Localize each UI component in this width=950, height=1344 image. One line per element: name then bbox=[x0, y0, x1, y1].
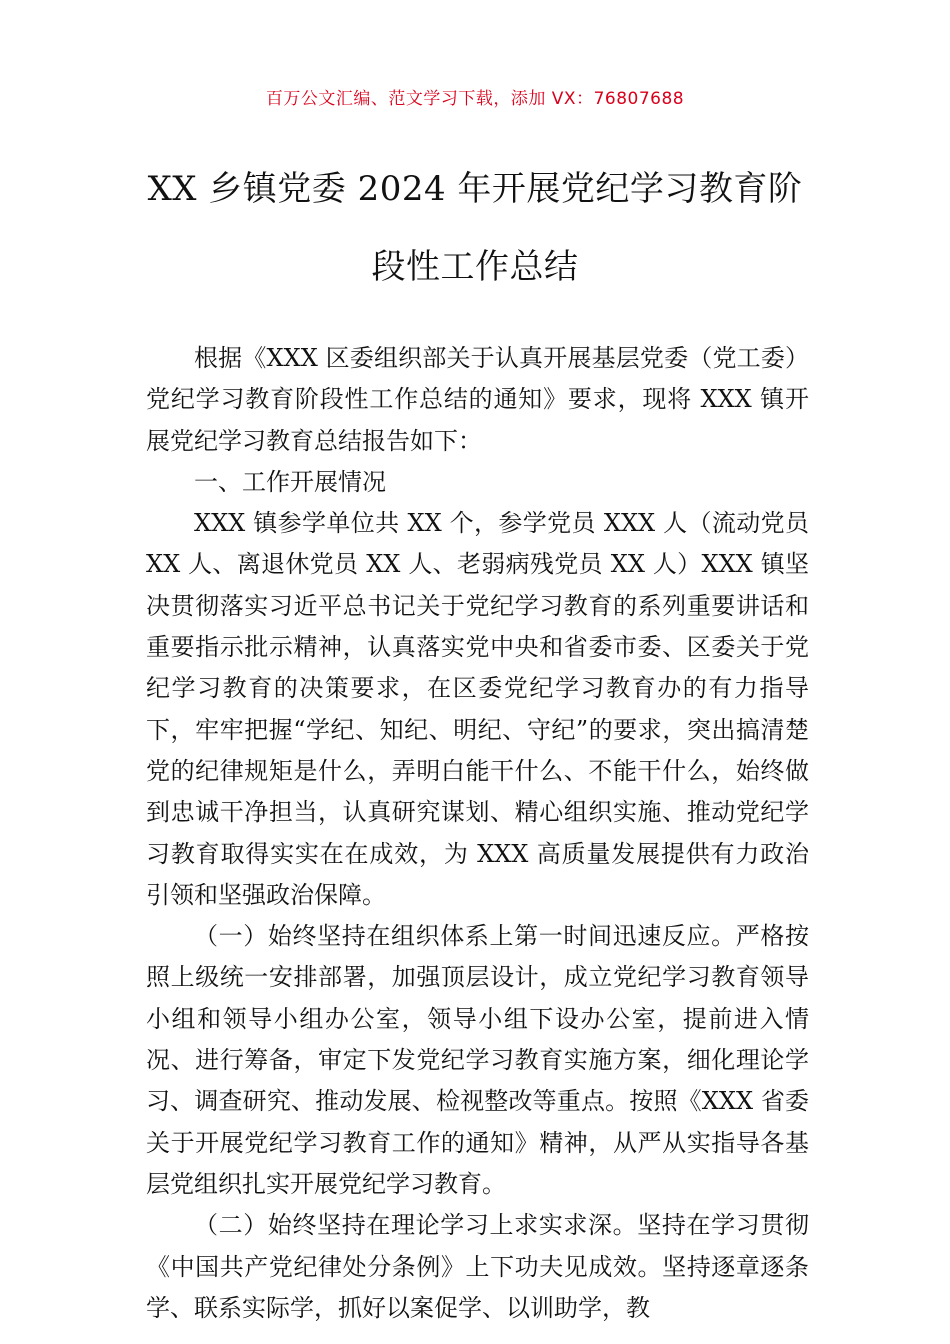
paragraph-intro: 根据《XXX 区委组织部关于认真开展基层党委（党工委）党纪学习教育阶段性工作总结的通知》要求，现将 XXX 镇开展党纪学习教育总结报告如下： bbox=[146, 344, 809, 455]
section-heading-work-progress: 一、工作开展情况 bbox=[194, 467, 386, 496]
paragraph-item-2: （二）始终坚持在理论学习上求实求深。坚持在学习贯彻《中国共产党纪律处分条例》上下功夫见成效。坚持逐章逐条学、联系实际学，抓好以案促学、以训助学，教 bbox=[146, 1211, 809, 1322]
document-title: XX 乡镇党委 2024 年开展党纪学习教育阶段性工作总结 bbox=[147, 169, 803, 287]
paragraph-overview: XXX 镇参学单位共 XX 个，参学党员 XXX 人（流动党员 XX 人、离退休党员 XX 人、老弱病残党员 XX 人）XXX 镇坚决贯彻落实习近平总书记关于党纪学习教育的系列重要讲话和重要指示批示精神，认真落实党中央和省委市委、区委关于党纪学习教育的决策要求，在区委党纪学习教育办的有力指导下，牢牢把握“学纪、知纪、明纪、守纪”的要求，突出搞清楚党的纪律规矩是什么，弄明白能干什么、不能干什么，始终做到忠诚干净担当，认真研究谋划、精心组织实施、推动党纪学习教育取得实实在在成效，为 XXX 高质量发展提供有力政治引领和坚强政治保障。 bbox=[146, 509, 809, 909]
document-body bbox=[146, 338, 809, 1329]
header-contact-note: 百万公文汇编、范文学习下载，添加 VX：76807688 bbox=[265, 89, 685, 109]
paragraph-item-1: （一）始终坚持在组织体系上第一时间迅速反应。严格按照上级统一安排部署，加强顶层设计，成立党纪学习教育领导小组和领导小组办公室，领导小组下设办公室，提前进入情况、进行筹备，审定下发党纪学习教育实施方案，细化理论学习、调查研究、推动发展、检视整改等重点。按照《XXX 省委关于开展党纪学习教育工作的通知》精神，从严从实指导各基层党组织扎实开展党纪学习教育。 bbox=[146, 922, 809, 1198]
